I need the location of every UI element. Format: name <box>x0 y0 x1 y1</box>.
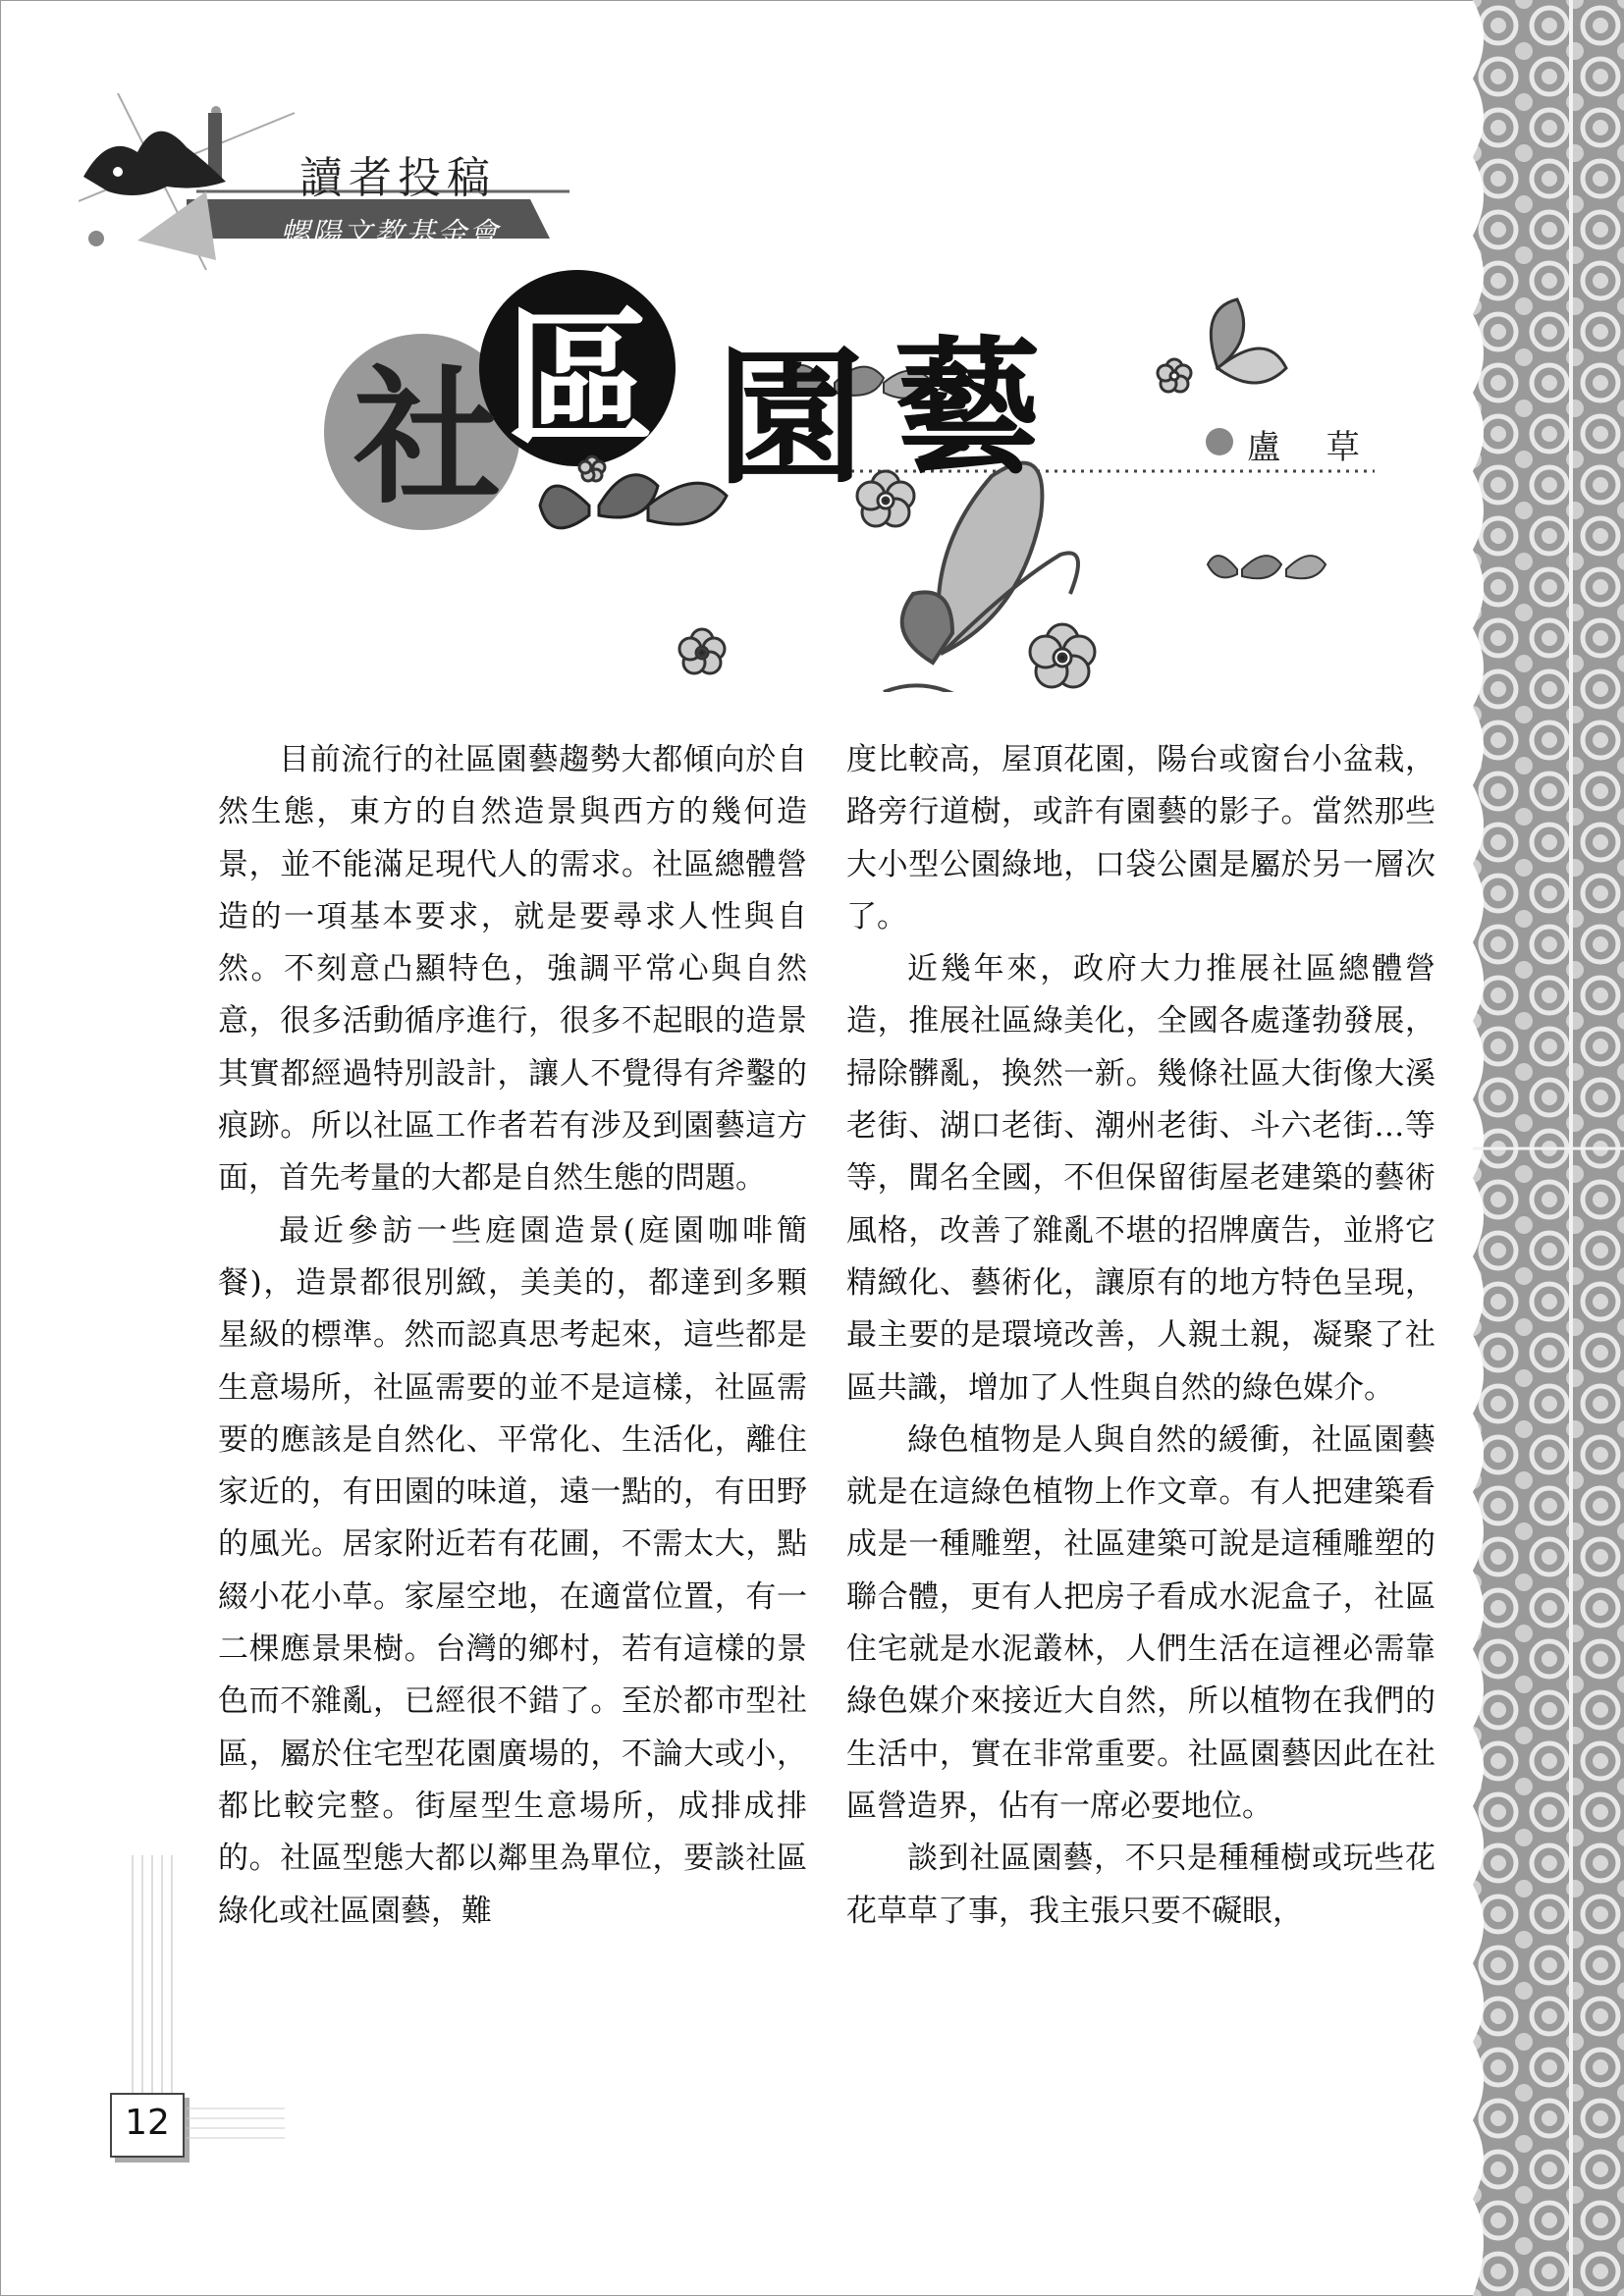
title-char-2: 區 <box>506 294 654 465</box>
paragraph-3: 近幾年來，政府大力推展社區總體營造，推展社區綠美化，全國各處蓬勃發展，掃除髒亂，換然一新。幾條社區大街像大溪老街、湖口老街、潮州老街、斗六老街…等等，聞名全國，不但保留街屋老建築的藝術風格，改善了雜亂不堪的招牌廣告，並將它精緻化、藝術化，讓原有的地方特色呈現，最主要的是環境改善，人親土親，凝聚了社區共識，增加了人性與自然的綠色媒介。 <box>846 951 1435 1406</box>
author-bullet-icon <box>1206 428 1233 455</box>
article-title-art <box>324 260 1384 692</box>
paragraph-2: 最近參訪一些庭園造景(庭園咖啡簡餐)，造景都很別緻，美美的，都達到多顆星級的標準。然而認真思考起來，這些都是生意場所，社區需要的並不是這樣，社區需要的應該是自然化、平常化、生活化，離住家近的，有田園的味道，遠一點的，有田野的風光。居家附近若有花圃，不需太大，點綴小花小草。家屋空地，在適當位置，有一二棵應景果樹。台灣的鄉村，若有這樣的景色而不雜亂，已經很不錯了。至於都市型社區，屬於住宅型花園廣場的，不論大或小，都比較完整。街屋型生意場所，成排成排的。社區型態大都以鄰里為單位，要談社區綠化或社區園藝，難 <box>218 1212 807 1929</box>
title-char-3: 園 <box>717 334 865 505</box>
title-char-1: 社 <box>353 353 502 524</box>
paragraph-4: 綠色植物是人與自然的緩衝，社區園藝就是在這綠色植物上作文章。有人把建築看成是一種雕塑，社區建築可說是這種雕塑的聯合體，更有人把房子看成水泥盒子，社區住宅就是水泥叢林，人們生活在這裡必需靠綠色媒介來接近大自然，所以植物在我們的生活中，實在非常重要。社區園藝因此在社區營造界，佔有一席必要地位。 <box>846 1421 1435 1824</box>
paragraph-1: 目前流行的社區園藝趨勢大都傾向於自然生態，東方的自然造景與西方的幾何造景，並不能滿足現代人的需求。社區總體營造的一項基本要求，就是要尋求人性與自然。不刻意凸顯特色，強調平常心與自然意，很多活動循序進行，很多不起眼的造景其實都經過特別設計，讓人不覺得有斧鑿的痕跡。所以社區工作者若有涉及到園藝這方面，首先考量的大都是自然生態的問題。 <box>218 742 807 1197</box>
lace-border-decoration <box>1473 0 1624 2296</box>
page-number-box <box>110 2093 185 2158</box>
section-subtitle: 螺陽文教基金會 <box>280 217 500 251</box>
footer-line-decoration <box>123 1855 182 2101</box>
paragraph-2-continued: 度比較高，屋頂花園，陽台或窗台小盆栽，路旁行道樹，或許有園藝的影子。當然那些大小型公園綠地，口袋公園是屬於另一層次了。 <box>846 742 1435 934</box>
page-number-lines <box>187 2101 285 2150</box>
author-name: 盧 草 <box>1247 428 1378 467</box>
title-char-4: 藝 <box>893 324 1042 495</box>
section-header <box>79 93 589 270</box>
paragraph-5: 談到社區園藝，不只是種種樹或玩些花花草草了事，我主張只要不礙眼， <box>846 1841 1435 1929</box>
article-column-left <box>218 734 807 1938</box>
article-column-right <box>846 734 1435 1938</box>
section-title: 讀者投稿 <box>299 153 496 203</box>
page-number: 12 <box>125 2103 170 2143</box>
